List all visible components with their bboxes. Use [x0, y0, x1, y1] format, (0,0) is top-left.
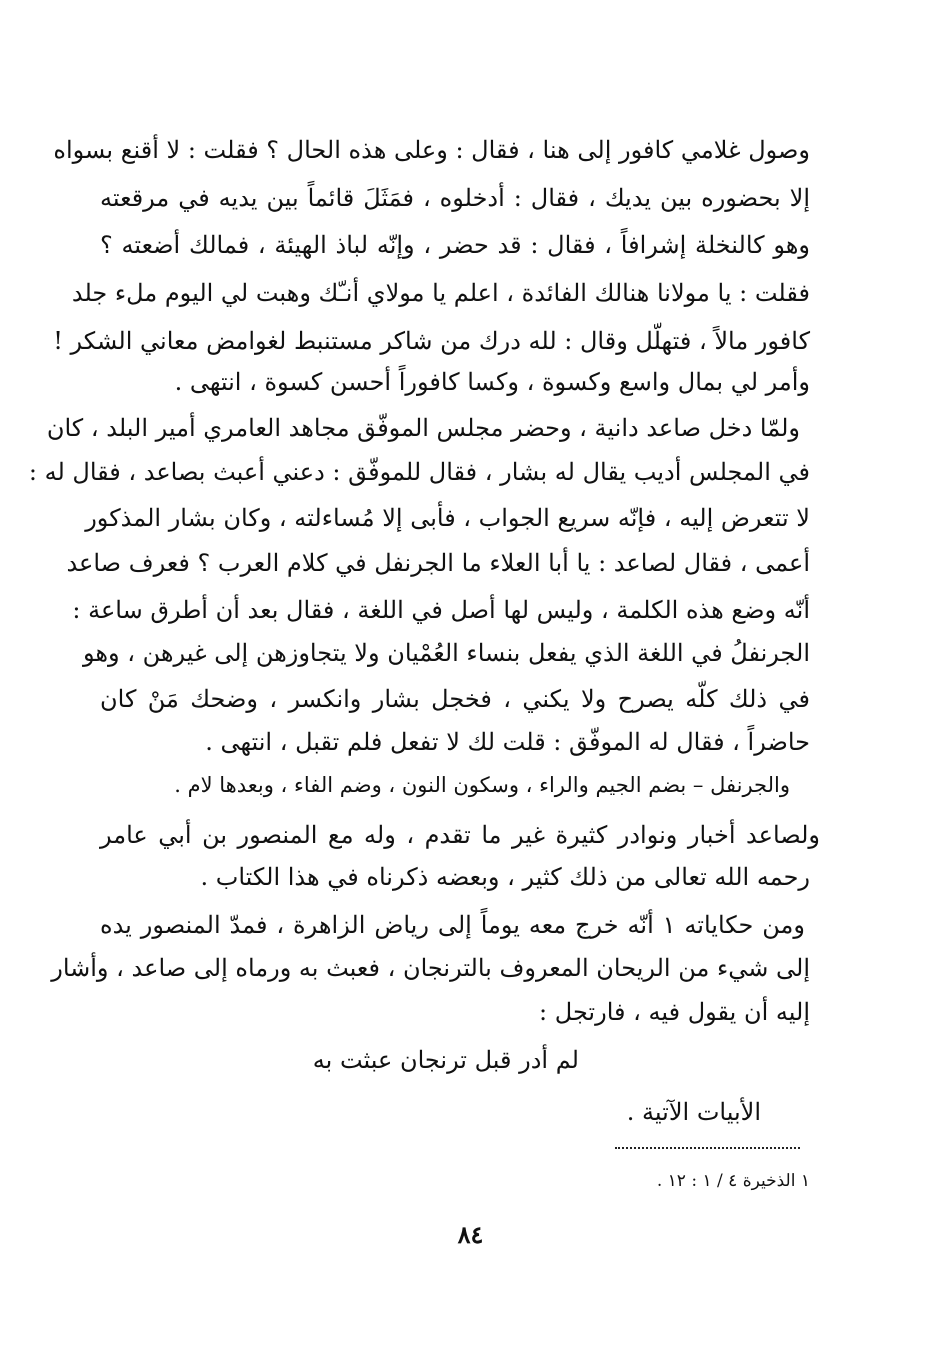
text-line-6: وأمر لي بمال واسع وكسوة ، وكسا كافوراً أحسن كسوة ، انتهى . — [174, 368, 810, 396]
text-line-1: وصول غلامي كافور إلى هنا ، فقال : وعلى هذه الحال ؟ فقلت : لا أقنع بسواه — [53, 136, 810, 164]
page-number: ٨٤ — [457, 1220, 484, 1249]
text-line-11: أنّه وضع هذه الكلمة ، وليس لها أصل في اللغة ، فقال بعد أن أطرق ساعة : — [72, 596, 810, 624]
text-line-2: إلا بحضوره بين يديك ، فقال : أدخلوه ، فمَثَلَ قائماً بين يديه في مرقعته — [100, 184, 810, 212]
text-line-17: رحمه الله تعالى من ذلك كثير ، وبعضه ذكرناه في هذا الكتاب . — [200, 863, 810, 891]
text-line-12: الجرنفلُ في اللغة الذي يفعل بنساء العُمْيان ولا يتجاوزهن إلى غيرهن ، وهو — [82, 639, 810, 667]
text-line-19: إلى شيء من الريحان المعروف بالترنجان ، فعبث به ورماه إلى صاعد ، وأشار — [51, 954, 810, 982]
text-line-8: في المجلس أديب يقال له بشار ، فقال للموفّق : دعني أعبث بصاعد ، فقال له : — [28, 458, 810, 486]
text-line-5: كافور مالاً ، فتهلّل وقال : لله درك من شاكر مستنبط لغوامض معاني الشكر ! — [53, 327, 810, 355]
text-line-10: أعمى ، فقال لصاعد : يا أبا العلاء ما الجرنفل في كلام العرب ؟ فعرف صاعد — [66, 549, 810, 577]
text-line-18: ومن حكاياته ١ أنّه خرج معه يوماً إلى رياض الزاهرة ، فمدّ المنصور يده — [100, 911, 805, 939]
text-line-16: ولصاعد أخبار ونوادر كثيرة غير ما تقدم ، وله مع المنصور بن أبي عامر — [100, 821, 820, 849]
verse-line: لم أدر قبل ترنجان عبثت به — [312, 1046, 579, 1074]
text-line-13: في ذلك كلّه يصرح ولا يكني ، فخجل بشار وانكسر ، وضحك مَنْ كان — [100, 685, 811, 713]
footnote: ١ الذخيرة ٤ / ١ : ١٢ . — [656, 1171, 810, 1191]
text-line-15: والجرنفل – بضم الجيم والراء ، وسكون النون ، وضم الفاء ، وبعدها لام . — [174, 773, 790, 797]
text-line-4: فقلت : يا مولانا هنالك الفائدة ، اعلم يا مولاي أنـّك وهبت لي اليوم ملء جلد — [71, 279, 810, 307]
text-line-9: لا تتعرض إليه ، فإنّه سريع الجواب ، فأبى إلا مُساءلته ، وكان بشار المذكور — [85, 504, 810, 532]
verse-continuation: الأبيات الآتية . — [626, 1098, 761, 1126]
text-line-3: وهو كالنخلة إشرافاً ، فقال : قد حضر ، وإنّه لباذ الهيئة ، فمالك أضعته ؟ — [100, 231, 810, 259]
text-line-20: إليه أن يقول فيه ، فارتجل : — [539, 998, 810, 1026]
text-line-14: حاضراً ، فقال له الموفّق : قلت لك لا تفعل فلم تقبل ، انتهى . — [205, 728, 810, 756]
text-line-7: ولمّا دخل صاعد دانية ، وحضر مجلس الموفّق مجاهد العامري أمير البلد ، كان — [46, 414, 800, 442]
footnote-separator — [615, 1147, 800, 1149]
